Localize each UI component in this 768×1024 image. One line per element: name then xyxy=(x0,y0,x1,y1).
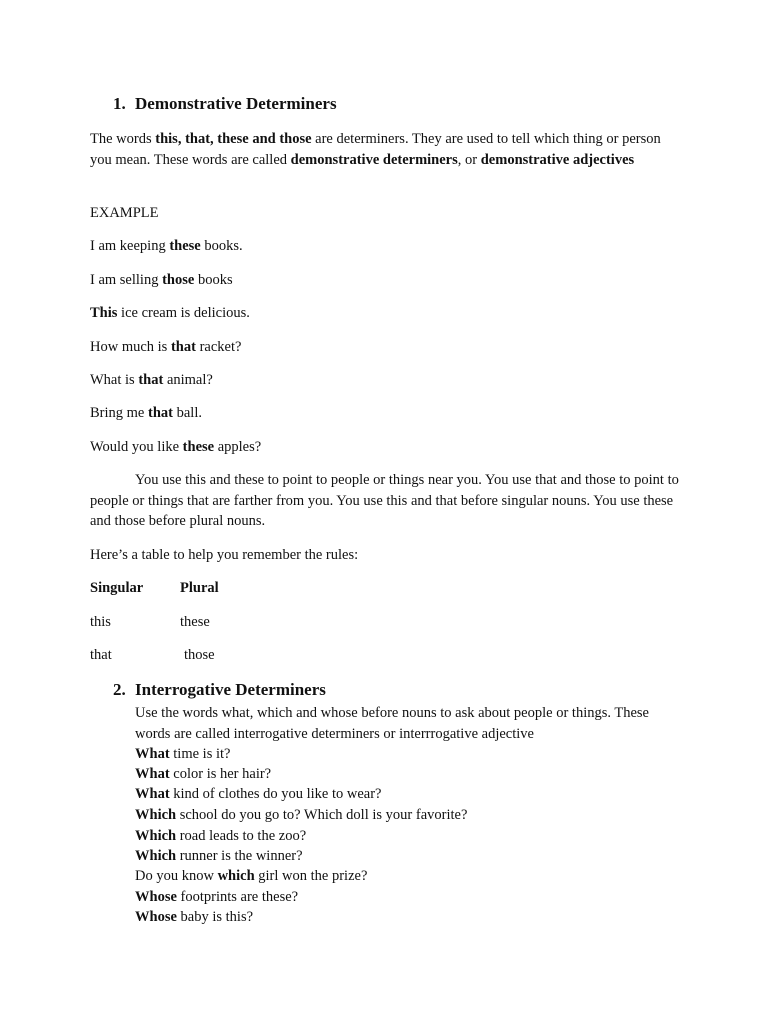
example-sentence: What kind of clothes do you like to wear? xyxy=(135,786,382,802)
table-cell: that xyxy=(90,647,112,663)
table-header-singular: Singular xyxy=(90,580,144,596)
table-intro: Here’s a table to help you remember the rules: xyxy=(90,547,359,563)
intro-bold-term: demonstrative adjectives xyxy=(480,151,635,168)
example-sentence: I am selling those books xyxy=(90,272,233,288)
table-header-plural: Plural xyxy=(180,580,219,596)
example-sentence: Whose footprints are these? xyxy=(135,889,299,905)
example-sentence: Which school do you go to? Which doll is your favorite? xyxy=(135,807,468,823)
example-sentence: How much is that racket? xyxy=(90,339,242,355)
example-sentence: Whose baby is this? xyxy=(135,909,254,925)
section-title: Demonstrative Determiners xyxy=(135,94,337,113)
example-sentence: I am keeping these books. xyxy=(90,238,243,254)
intro-paragraph xyxy=(90,129,680,170)
example-sentence: Which road leads to the zoo? xyxy=(135,828,307,844)
section-title: Interrogative Determiners xyxy=(135,680,326,699)
intro-bold-term: demonstrative determiners xyxy=(290,151,458,168)
table-cell: those xyxy=(184,647,215,663)
example-label: EXAMPLE xyxy=(90,205,159,221)
example-sentence: What color is her hair? xyxy=(135,766,272,782)
example-sentence: This ice cream is delicious. xyxy=(90,305,250,321)
example-sentence: Would you like these apples? xyxy=(90,439,262,455)
intro-text: The words xyxy=(90,131,156,147)
intro-text: , or xyxy=(457,151,481,168)
example-sentence: Which runner is the winner? xyxy=(135,848,303,864)
table-cell: this xyxy=(90,614,111,630)
example-sentence: Bring me that ball. xyxy=(90,405,202,421)
table-cell: these xyxy=(180,614,210,630)
intro-bold-terms: this, that, these and those xyxy=(155,131,312,147)
example-sentence: What time is it? xyxy=(135,746,231,762)
explanation-paragraph: You use this and these to point to people or things near you. You use that and those to point to people or things that are farther from you. You use this and that before singular nouns. You use these and those before plural nouns. xyxy=(90,472,679,529)
section-number: 2. xyxy=(113,680,126,699)
example-sentence: Do you know which girl won the prize? xyxy=(135,868,368,884)
intro-text: are determiners. They are used to tell which thing or person you mean. These words are called xyxy=(90,131,661,168)
interrogative-intro: Use the words what, which and whose before nouns to ask about people or things. These words are called interrogative determiners or interrrogative adjective xyxy=(135,705,649,742)
example-sentence: What is that animal? xyxy=(90,372,213,388)
section-number: 1. xyxy=(113,94,126,113)
